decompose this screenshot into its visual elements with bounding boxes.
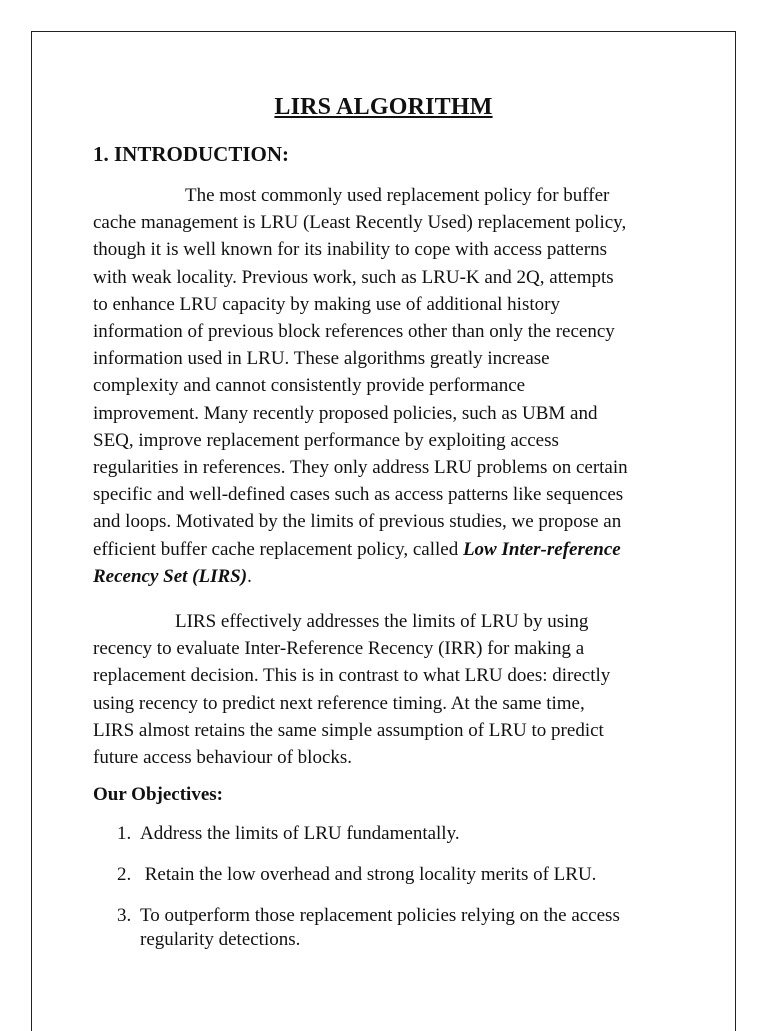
list-item-text bbox=[140, 822, 693, 846]
intro-paragraph-2 bbox=[93, 608, 693, 771]
objectives-list bbox=[93, 822, 693, 969]
page-title: LIRS ALGORITHM bbox=[274, 94, 493, 120]
paragraph-line: using recency to predict next reference timing. At the same time, bbox=[93, 692, 585, 714]
list-item-line: To outperform those replacement policies relying on the access bbox=[140, 905, 620, 926]
lirs-emphasis: Low Inter-reference bbox=[462, 538, 621, 560]
paragraph-text: efficient buffer cache replacement policy, called bbox=[93, 538, 463, 560]
paragraph-line: and loops. Motivated by the limits of previous studies, we propose an bbox=[93, 511, 622, 533]
paragraph-line: though it is well known for its inability to cope with access patterns bbox=[93, 239, 607, 261]
paragraph-line: complexity and cannot consistently provide performance bbox=[93, 375, 526, 397]
list-item-line: regularity detections. bbox=[140, 929, 301, 950]
paragraph-line: information of previous block references other than only the recency bbox=[93, 321, 615, 343]
paragraph-line: regularities in references. They only address LRU problems on certain bbox=[93, 457, 628, 479]
paragraph-line: improvement. Many recently proposed policies, such as UBM and bbox=[93, 402, 598, 424]
paragraph-line: to enhance LRU capacity by making use of additional history bbox=[93, 293, 560, 315]
list-number: 1. bbox=[117, 823, 132, 844]
paragraph-line: cache management is LRU (Least Recently Used) replacement policy, bbox=[93, 212, 627, 234]
paragraph-line: with weak locality. Previous work, such as LRU-K and 2Q, attempts bbox=[93, 266, 614, 288]
document-page bbox=[31, 31, 736, 1031]
lirs-emphasis: Recency Set (LIRS) bbox=[93, 565, 248, 587]
list-item-text bbox=[140, 904, 693, 952]
paragraph-line: LIRS almost retains the same simple assumption of LRU to predict bbox=[93, 719, 604, 741]
list-number: 2. bbox=[117, 864, 132, 885]
list-number: 3. bbox=[117, 905, 132, 926]
paragraph-line: LIRS effectively addresses the limits of LRU by using bbox=[175, 611, 589, 632]
paragraph-line: future access behaviour of blocks. bbox=[93, 747, 353, 769]
paragraph-text: . bbox=[247, 565, 252, 587]
list-item bbox=[93, 904, 693, 952]
list-item-line: Retain the low overhead and strong locality merits of LRU. bbox=[140, 864, 597, 885]
section-heading: 1. INTRODUCTION: bbox=[93, 142, 290, 166]
paragraph-line: replacement decision. This is in contrast to what LRU does: directly bbox=[93, 665, 611, 687]
paragraph-line: specific and well-defined cases such as access patterns like sequences bbox=[93, 484, 624, 506]
list-item bbox=[93, 863, 693, 887]
paragraph-line: recency to evaluate Inter-Reference Recency (IRR) for making a bbox=[93, 638, 585, 660]
paragraph-line bbox=[93, 563, 693, 590]
objectives-heading: Our Objectives: bbox=[93, 784, 223, 805]
paragraph-line bbox=[93, 536, 693, 563]
list-item-line: Address the limits of LRU fundamentally. bbox=[140, 823, 460, 844]
list-item bbox=[93, 822, 693, 846]
paragraph-line: SEQ, improve replacement performance by exploiting access bbox=[93, 429, 559, 451]
paragraph-line: information used in LRU. These algorithms greatly increase bbox=[93, 348, 550, 370]
list-item-text bbox=[140, 863, 693, 887]
paragraph-line: The most commonly used replacement policy for buffer bbox=[185, 185, 610, 206]
intro-paragraph-1 bbox=[93, 182, 693, 590]
